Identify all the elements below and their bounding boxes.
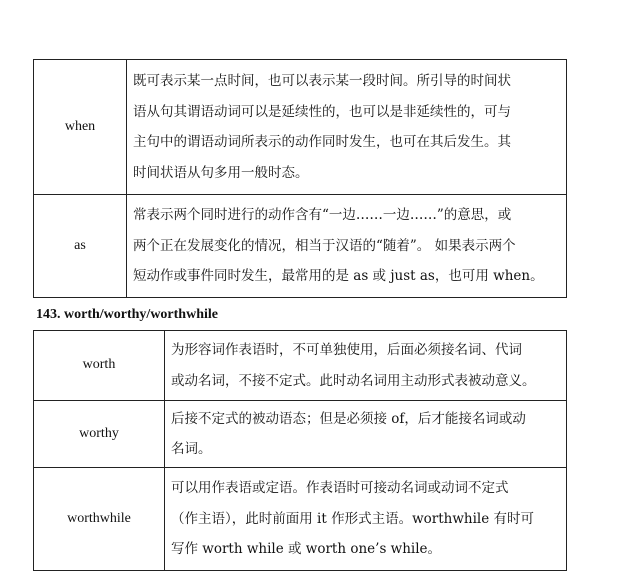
description-cell-worthwhile [165, 468, 567, 571]
description-line: （作主语），此时前面用 it 作形式主语。worthwhile 有时可 [171, 510, 534, 527]
description-line: 后接不定式的被动语态；但是必须接 of，后才能接名词或动 [171, 410, 526, 427]
description-line: 常表示两个同时进行的动作含有“一边……一边……”的意思，或 [133, 207, 512, 224]
term-cell-worth: worth [34, 331, 165, 401]
description-line: 既可表示某一点时间，也可以表示某一段时间。所引导的时间状 [133, 73, 511, 89]
description-line: 短动作或事件同时发生，最常用的是 as 或 just as，也可用 when。 [133, 268, 544, 285]
table-row [34, 401, 567, 468]
description-line: 语从句其谓语动词可以是延续性的，也可以是非延续性的，可与 [133, 103, 511, 120]
description-cell-as [127, 195, 567, 298]
description-line: 可以用作表语或定语。作表语时可接动名词或动词不定式 [171, 480, 509, 497]
term-cell-when: when [34, 60, 127, 195]
term-cell-worthwhile: worthwhile [34, 468, 165, 571]
description-line: 两个正在发展变化的情况，相当于汉语的“随着”。 如果表示两个 [133, 237, 516, 254]
description-cell-worthy [165, 401, 567, 468]
table-row [34, 195, 567, 298]
description-line: 写作 worth while 或 worth one’s while。 [171, 541, 442, 558]
usage-table-when-as [33, 59, 567, 298]
description-line: 主句中的谓语动词所表示的动作同时发生，也可在其后发生。其 [133, 134, 511, 150]
description-line: 名词。 [171, 441, 212, 457]
usage-table-worth [33, 330, 567, 571]
term-cell-as: as [34, 195, 127, 298]
description-line: 时间状语从句多用一般时态。 [133, 164, 309, 181]
term-cell-worthy: worthy [34, 401, 165, 468]
description-line: 为形容词作表语时，不可单独使用，后面必须接名词、代词 [171, 342, 522, 358]
section-heading: 143. worth/worthy/worthwhile [36, 307, 218, 322]
table-row [34, 331, 567, 401]
table-row [34, 60, 567, 195]
description-line: 或动名词，不接不定式。此时动名词用主动形式表被动意义。 [171, 372, 536, 389]
description-cell-when [127, 60, 567, 195]
description-cell-worth [165, 331, 567, 401]
table-row [34, 468, 567, 571]
